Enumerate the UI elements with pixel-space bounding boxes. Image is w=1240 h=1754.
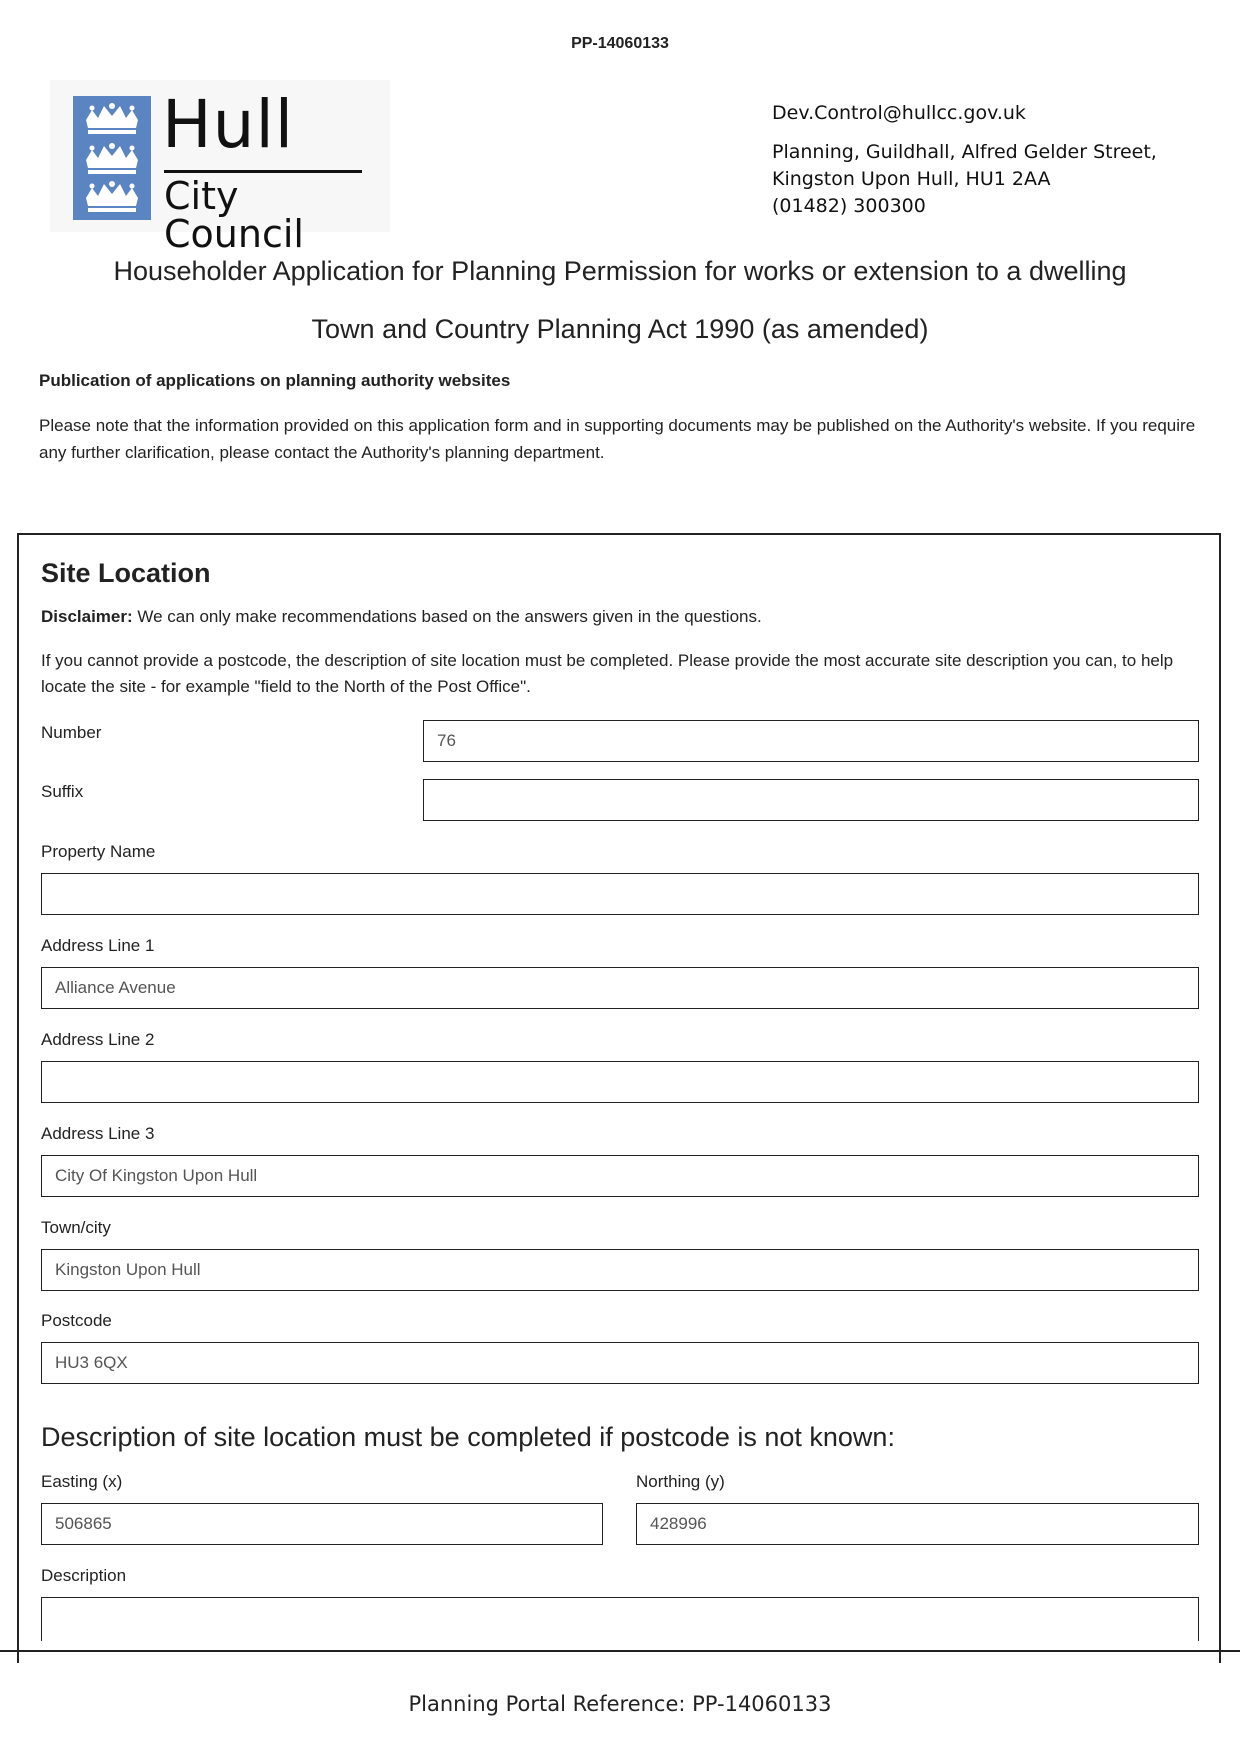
crowns-shield-icon: [73, 96, 151, 220]
crown-icon: [82, 142, 142, 178]
address-line3-field[interactable]: City Of Kingston Upon Hull: [41, 1155, 1199, 1197]
description-field[interactable]: [41, 1597, 1199, 1641]
council-logo: [50, 80, 390, 256]
address-line1-field[interactable]: Alliance Avenue: [41, 967, 1199, 1009]
disclaimer: [41, 604, 1191, 630]
contact-address-line2: Kingston Upon Hull, HU1 2AA: [772, 168, 1051, 190]
suffix-field[interactable]: [423, 779, 1199, 821]
publication-heading: Publication of applications on planning authority websites: [39, 371, 511, 390]
disclaimer-label: Disclaimer:: [41, 607, 133, 626]
section-title: Site Location: [41, 558, 211, 588]
number-label: Number: [41, 723, 102, 742]
publication-text: Please note that the information provided on this application form and in supporting documents may be published on the Authority's website. If you require any further clarification, please contact the Authority's planning department.: [39, 416, 1196, 462]
disclaimer-text: We can only make recommendations based on the answers given in the questions.: [132, 607, 762, 626]
document-reference: PP-14060133: [571, 35, 669, 52]
contact-email[interactable]: Dev.Control@hullcc.gov.uk: [772, 102, 1026, 124]
property-name-label: Property Name: [41, 842, 156, 861]
postcode-field[interactable]: HU3 6QX: [41, 1342, 1199, 1384]
address-line2-label: Address Line 2: [41, 1030, 155, 1049]
logo-divider: [164, 170, 362, 173]
easting-label: Easting (x): [41, 1472, 123, 1491]
address-line3-label: Address Line 3: [41, 1124, 155, 1143]
postcode-label: Postcode: [41, 1311, 112, 1330]
crown-icon: [82, 102, 142, 138]
northing-field[interactable]: 428996: [636, 1503, 1199, 1545]
address-line1-label: Address Line 1: [41, 936, 155, 955]
logo-text-city-council: City Council: [164, 174, 304, 256]
easting-field[interactable]: 506865: [41, 1503, 603, 1545]
page-divider: [0, 1650, 1240, 1652]
footer-reference: Planning Portal Reference: PP-14060133: [408, 1692, 832, 1716]
description-label: Description: [41, 1566, 127, 1585]
town-label: Town/city: [41, 1218, 111, 1237]
property-name-field[interactable]: [41, 873, 1199, 915]
logo-text-hull: Hull: [162, 86, 295, 163]
form-title: Householder Application for Planning Permission for works or extension to a dwelling: [113, 256, 1127, 286]
site-location-info: If you cannot provide a postcode, the description of site location must be completed. Please provide the most accurate site description you can, to help locate the site - for example "field to the North of the Post Office".: [41, 651, 1174, 696]
town-field[interactable]: Kingston Upon Hull: [41, 1249, 1199, 1291]
crown-icon: [82, 180, 142, 216]
form-subtitle: Town and Country Planning Act 1990 (as amended): [311, 314, 929, 344]
description-heading: Description of site location must be completed if postcode is not known:: [41, 1422, 895, 1452]
contact-phone: (01482) 300300: [772, 195, 926, 217]
suffix-label: Suffix: [41, 782, 84, 801]
contact-block: [772, 100, 1157, 220]
contact-address-line1: Planning, Guildhall, Alfred Gelder Street,: [772, 141, 1157, 163]
number-field[interactable]: 76: [423, 720, 1199, 762]
address-line2-field[interactable]: [41, 1061, 1199, 1103]
northing-label: Northing (y): [636, 1472, 725, 1491]
